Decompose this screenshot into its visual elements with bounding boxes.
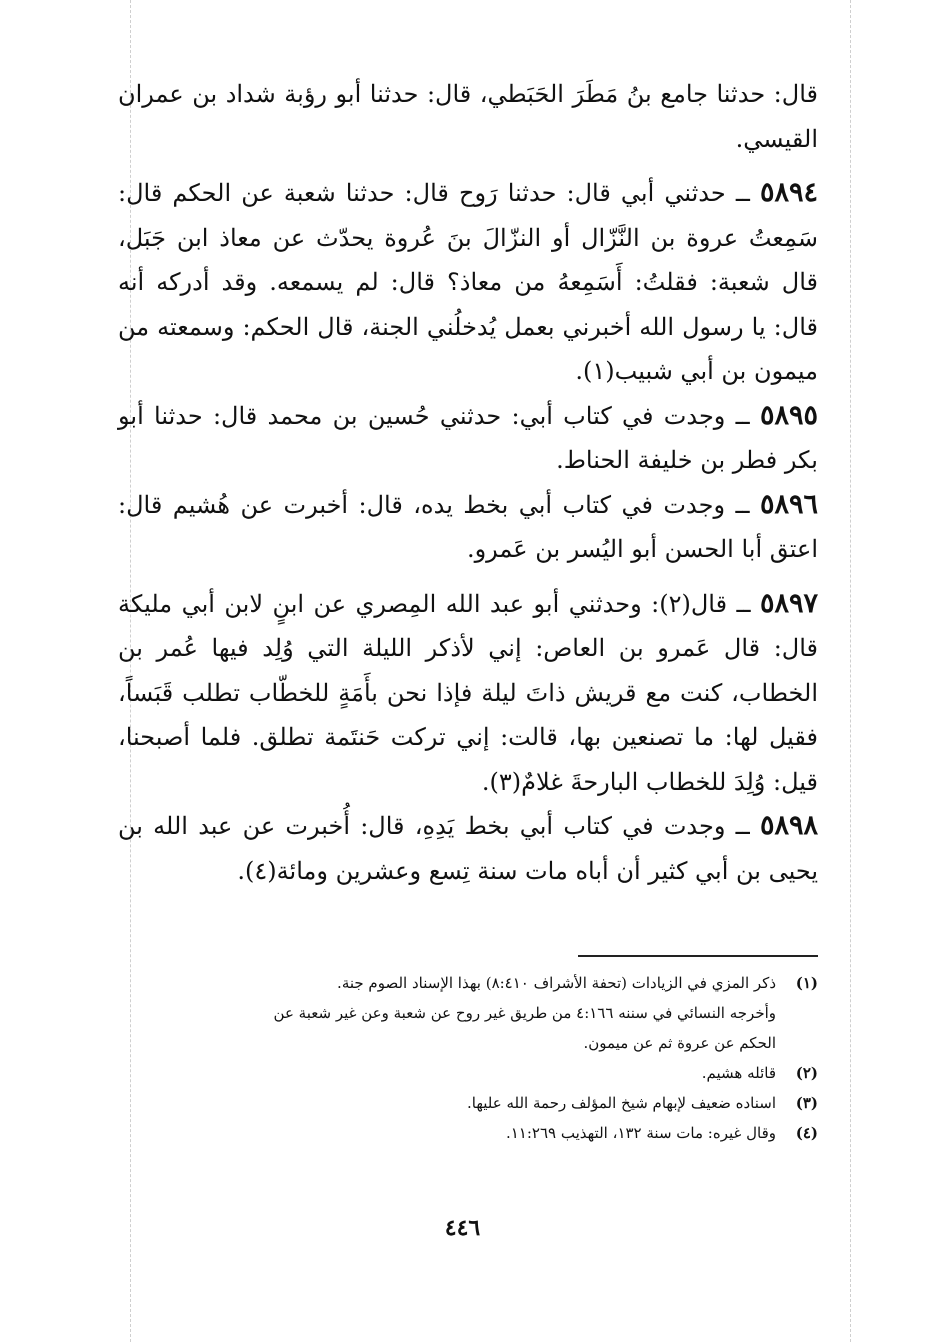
footnote-1-continuation: الحكم عن عروة ثم عن ميمون. [583,1034,776,1052]
footnote-number: (٢) [795,1064,818,1082]
footnote-text: اسناده ضعيف لإبهام شيخ المؤلف رحمة الله عليها. [467,1094,776,1112]
hadith-5895 [118,394,818,483]
hadith-text: ــ وجدت في كتاب أبي بخط يده، قال: أخبرت عن هُشيم قال: اعتق أبا الحسن أبو اليُسر بن عَمرو. [118,490,818,563]
hadith-5896 [118,483,818,572]
footnote-text: وقال غيره: مات سنة ١٣٢، التهذيب ١١:٢٦٩. [505,1124,776,1142]
footnote-number: (١) [795,974,818,992]
footnote-number: (٤) [795,1124,818,1142]
page-number: ٤٤٦ [444,1215,481,1241]
footnote-1-continuation: وأخرجه النسائي في سننه ٤:١٦٦ من طريق غير روح عن شعبة وعن غير شعبة عن [273,1004,776,1022]
hadith-text: ــ حدثني أبي قال: حدثنا رَوح قال: حدثنا شعبة عن الحكم قال: سَمِعتُ عروة بن النَّزّال أو النزّالَ بنَ عُروة يحدّث عن معاذ ابن جَبَل، قال شعبة: فقلتُ: أَسَمِعهُ من معاذ؟ قال: لم يسمعه. وقد أدركه أنه قال: يا رسول الله أخبرني بعمل يُدخلُني الجنة، قال الحكم: وسمعته من ميمون بن أبي شبيب(١). [118,179,818,385]
footnote-text: قائله هشيم. [701,1064,776,1082]
paragraph-intro: قال: حدثنا جامع بنُ مَطَرَ الحَبَطي، قال: حدثنا أبو رؤبة شداد بن عمران القيسي. [118,80,818,153]
hadith-text: ــ قال(٢): وحدثني أبو عبد الله المِصري عن ابنٍ لابن أبي مليكة قال: قال عَمرو بن العاص: إني لأذكر الليلة التي وُلِد فيها عُمر بن الخطاب، كنت مع قريش ذاتَ ليلة فإذا نحن بأَمَةٍ للخطّاب تطلب قَبَساً، فقيل لها: ما تصنعين بها، قالت: إني تركت حَنتَمة تطلق. فلما أصبحنا، قيل: وُلِدَ للخطاب البارحةَ غلامٌ(٣). [118,589,818,796]
footnote-4 [118,1118,818,1148]
main-text [118,72,818,893]
footnotes [118,968,818,1148]
footnote-1 [118,968,818,998]
hadith-5898 [118,804,818,893]
hadith-5897 [118,582,818,805]
footnote-3 [118,1088,818,1118]
footnote-2 [118,1058,818,1088]
hadith-number: ٥٨٩٥ [759,399,818,431]
scan-guide-line [850,0,851,1342]
footnote-divider [578,955,818,957]
hadith-number: ٥٨٩٦ [759,488,818,520]
hadith-number: ٥٨٩٤ [759,177,818,208]
hadith-number: ٥٨٩٨ [759,810,818,841]
hadith-text: ــ وجدت في كتاب أبي: حدثني حُسين بن محمد قال: حدثنا أبو بكر فطر بن خليفة الحناط. [118,401,818,474]
hadith-text: ــ وجدت في كتاب أبي بخط يَدِهِ، قال: أُخبرت عن عبد الله بن يحيى بن أبي كثير أن أباه مات سنة تِسع وعشرين ومائة(٤). [118,812,818,885]
footnote-number: (٣) [795,1094,818,1112]
hadith-5894 [118,171,818,394]
hadith-number: ٥٨٩٧ [759,587,818,619]
footnote-text: ذكر المزي في الزيادات (تحفة الأشراف ٨:٤١٠) بهذا الإسناد الصوم جنة. [337,974,776,992]
